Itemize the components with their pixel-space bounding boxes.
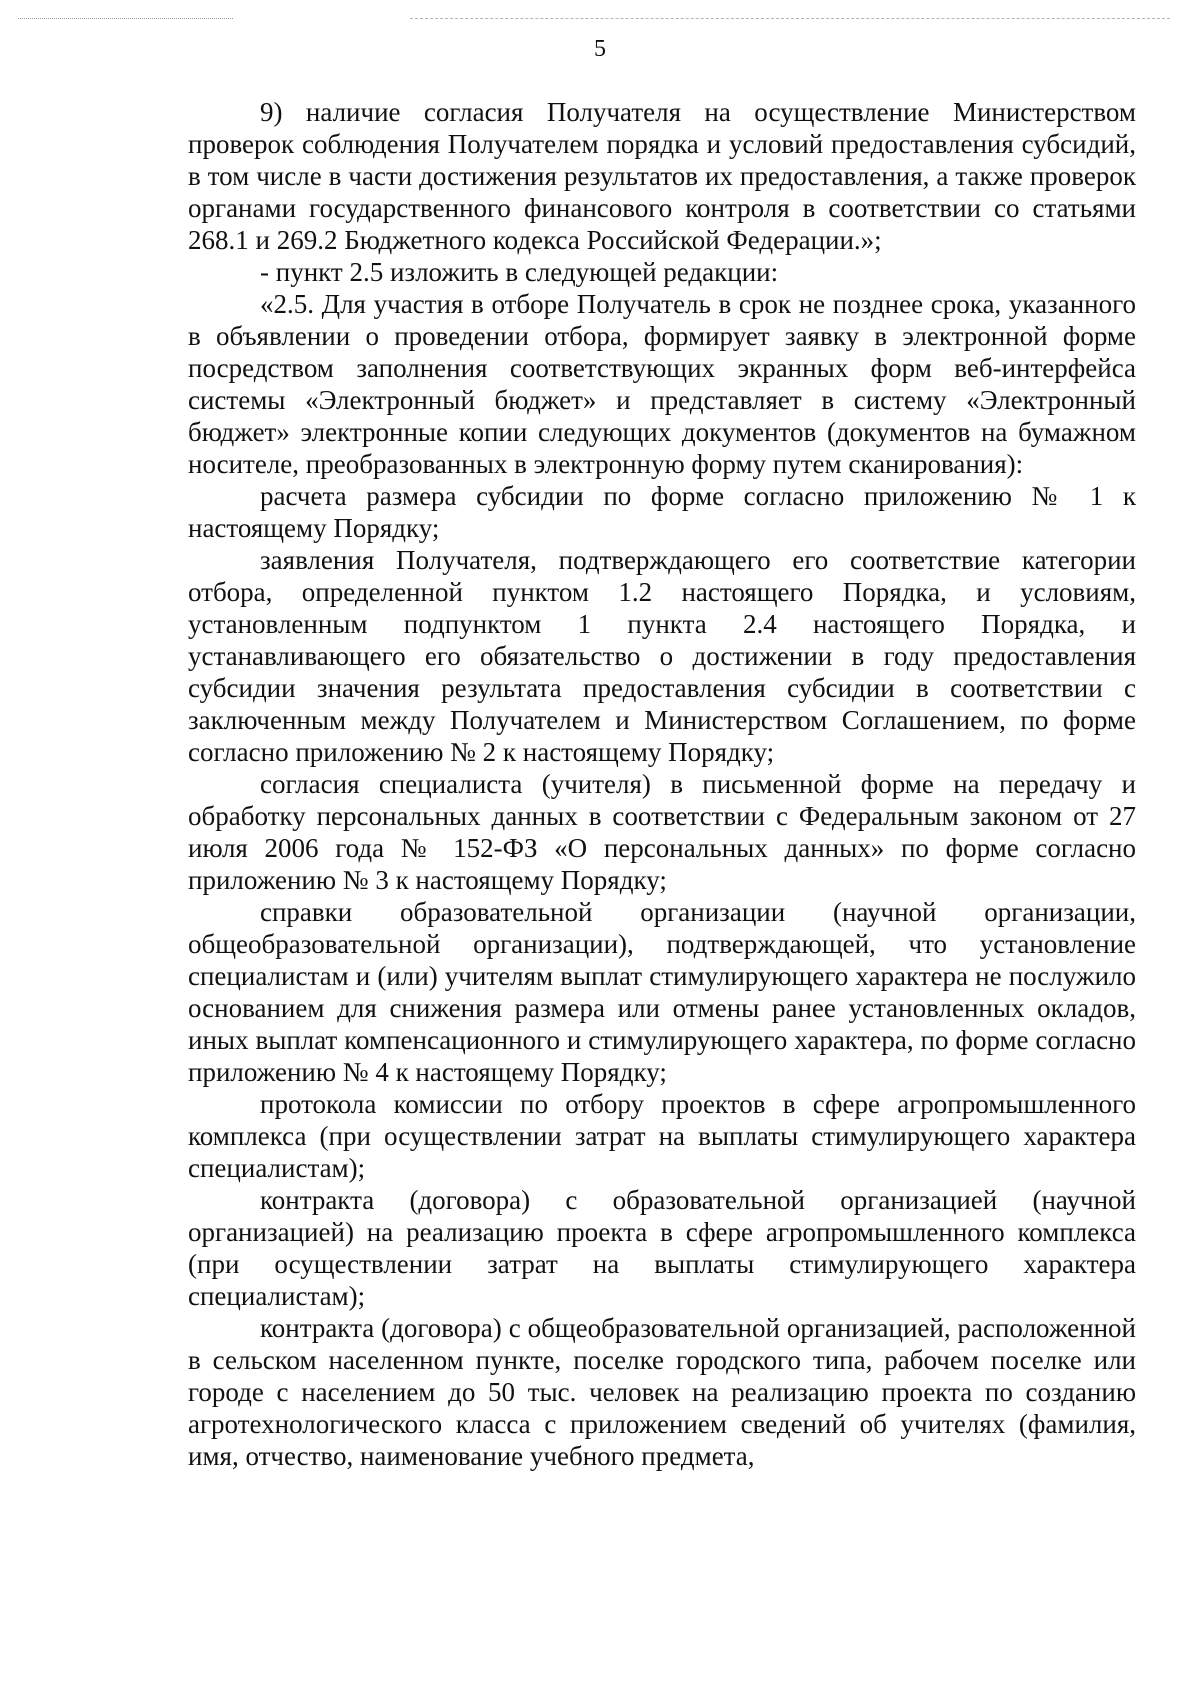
paragraph-amendment-2-5: - пункт 2.5 изложить в следующей редакции:	[260, 257, 779, 287]
page-number: 5	[594, 36, 606, 62]
paragraph-commission-protocol: протокола комиссии по отбору проектов в сфере агропромышленного комплекса (при осуществлении затрат на выплаты стимулирующего характера специалистам);	[188, 1089, 1136, 1183]
paragraph-clause-2-5: «2.5. Для участия в отборе Получатель в срок не позднее срока, указанного в объявлении о проведении отбора, формирует заявку в электронной форме посредством заполнения соответствующих экранных форм веб-интерфейса системы «Электронный бюджет» и представляет в систему «Электронный бюджет» электронные копии следующих документов (документов на бумажном носителе, преобразованных в электронную форму путем сканирования):	[188, 289, 1136, 479]
paragraph-subsidy-calculation: расчета размера субсидии по форме согласно приложению № 1 к настоящему Порядку;	[188, 481, 1136, 543]
paragraph-recipient-statement: заявления Получателя, подтверждающего его соответствие категории отбора, определенной пунктом 1.2 настоящего Порядка, и условиям, установленным подпунктом 1 пункта 2.4 настоящего Порядка, и устанавливающего его обязательство о достижении в году предоставления субсидии значения результата предоставления субсидии в соответствии с заключенным между Получателем и Министерством Соглашением, по форме согласно приложению № 2 к настоящему Порядку;	[188, 545, 1136, 767]
paragraph-contract-educational: контракта (договора) с образовательной организацией (научной организацией) на реализацию проекта в сфере агропромышленного комплекса (при осуществлении затрат на выплаты стимулирующего характера специалистам);	[188, 1185, 1136, 1311]
paragraph-organization-certificate: справки образовательной организации (научной организации, общеобразовательной организации), подтверждающей, что установление специалистам и (или) учителям выплат стимулирующего характера не послужило основанием для снижения размера или отмены ранее установленных окладов, иных выплат компенсационного и стимулирующего характера, по форме согласно приложению № 4 к настоящему Порядку;	[188, 897, 1136, 1087]
scan-edge-mark-right	[410, 18, 1170, 19]
paragraph-contract-general-education: контракта (договора) с общеобразовательной организацией, расположенной в сельском населенном пункте, поселке городского типа, рабочем поселке или городе с населением до 50 тыс. человек на реализацию проекта по созданию агротехнологического класса с приложением сведений об учителях (фамилия, имя, отчество, наименование учебного предмета,	[188, 1313, 1136, 1471]
paragraph-personal-data-consent: согласия специалиста (учителя) в письменной форме на передачу и обработку персональных данных в соответствии с Федеральным законом от 27 июля 2006 года № 152-ФЗ «О персональных данных» по форме согласно приложению № 3 к настоящему Порядку;	[188, 769, 1136, 895]
document-body	[188, 96, 1136, 1472]
scan-edge-mark-left	[18, 18, 233, 19]
paragraph-item-9: 9) наличие согласия Получателя на осуществление Министерством проверок соблюдения Получателем порядка и условий предоставления субсидий, в том числе в части достижения результатов их предоставления, а также проверок органами государственного финансового контроля в соответствии со статьями 268.1 и 269.2 Бюджетного кодекса Российской Федерации.»;	[188, 97, 1136, 255]
